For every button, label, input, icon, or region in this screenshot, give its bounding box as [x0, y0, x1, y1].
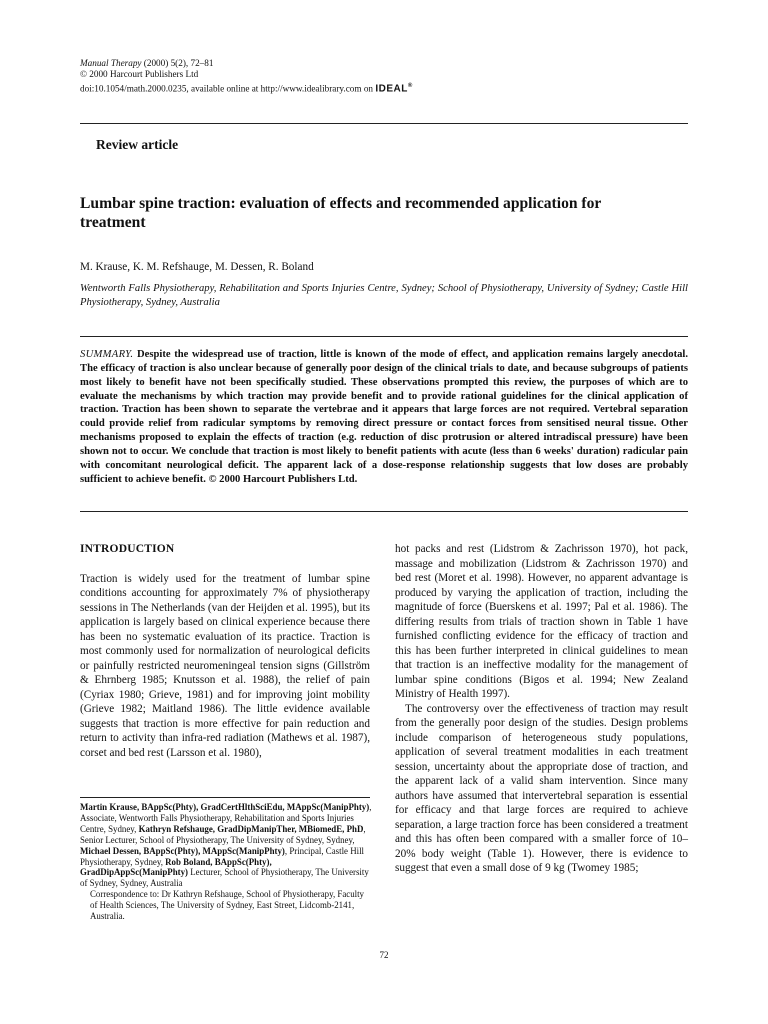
ideal-logo: IDEAL®	[375, 82, 413, 95]
abstract-copyright: © 2000 Harcourt Publishers Ltd.	[208, 473, 358, 485]
abstract-label: SUMMARY.	[80, 349, 134, 360]
correspondence: Correspondence to: Dr Kathryn Refshauge, School of Physiotherapy, Faculty of Health Sciences, The University of Sydney, East Street, Lidcomb-2141, Australia.	[90, 889, 364, 922]
journal-header	[80, 58, 690, 95]
intro-paragraph-1-continued: hot packs and rest (Lidstrom & Zachrisson 1970), hot pack, massage and mobilization (Lidstrom & Zachrisson 1970) and bed rest (Moret et al. 1998). However, no apparent advantage is produced by varying the application of traction, including the magnitude of force (Buerskens et al. 1997; Pal et al. 1986). The differing results from trials of traction shown in Table 1 have furnished conflicting evidence for the efficacy of traction and this has been further interpreted in clinical guidelines to mean that traction is an ineffective modality for the management of lumbar spine conditions (Bigos et al. 1994; New Zealand Ministry of Health 1997).	[395, 543, 688, 700]
page-number: 72	[379, 950, 389, 960]
summary-top-rule	[80, 336, 688, 337]
author-list: M. Krause, K. M. Refshauge, M. Dessen, R. Boland	[80, 261, 314, 273]
header-rule	[80, 123, 688, 124]
journal-name: Manual Therapy	[80, 58, 142, 68]
left-column	[80, 542, 370, 760]
article-title: Lumbar spine traction: evaluation of effects and recommended application for treatment	[80, 195, 602, 231]
author-4-name: Rob Boland, BAppSc(Phty), GradDipAppSc(ManipPhty)	[80, 856, 272, 878]
author-1-name: Martin Krause, BAppSc(Phty), GradCertHlthSciEdu, MAppSc(ManipPhty)	[80, 802, 370, 812]
author-footnote	[80, 802, 372, 922]
article-type: Review article	[96, 137, 179, 152]
doi-text: doi:10.1054/math.2000.0235, available online at http://www.idealibrary.com on	[80, 83, 374, 94]
author-2-name: Kathryn Refshauge, GradDipManipTher, MBiomedE, PhD	[138, 823, 364, 834]
abstract-text: Despite the widespread use of traction, little is known of the mode of effect, and application remains largely anecdotal. The efficacy of traction is also unclear because of generally poor design of the clinical trials to date, and because subgroups of patients most likely to benefit have not been specifically studied. These observations prompted this review, the purposes of which are to evaluate the mechanisms by which traction may provide benefit and to provide rational guidelines for the clinical application of traction. Traction has been shown to separate the vertebrae and it appears that large forces are not required. Vertebral separation could provide relief from radicular symptoms by removing direct pressure or contact forces from sensitised neural tissue. Other mechanisms proposed to explain the effects of traction (e.g. reduction of disc protrusion or altered intradiscal pressure) have been shown not to occur. We conclude that traction is most likely to benefit patients with acute (less than 6 weeks' duration) radicular pain with concomitant neurological deficit. The apparent lack of a dose-response relationship suggests that low doses are probably sufficient to achieve benefit.	[80, 349, 688, 485]
author-3-name: Michael Dessen, BAppSc(Phty), MAppSc(ManipPhty)	[80, 845, 285, 856]
ideal-logo-text: IDEAL	[375, 83, 408, 95]
intro-paragraph-2: The controversy over the effectiveness of traction may result from the generally poor design of the studies. Design problems include comparison of heterogeneous study populations, application of several treatment modalities in each treatment session, uncertainty about the appropriate dose of traction, and the apparent lack of a valid sham intervention. Since many authors have assumed that intervertebral separation is essential for efficacy and that large forces are required to achieve separation, a large traction force has been considered a treatment and this has often been compared with a smaller force of 10–20% body weight (Table 1). However, there is evidence to suggest that even a small dose of 9 kg (Twomey 1985;	[395, 702, 688, 874]
affiliations: Wentworth Falls Physiotherapy, Rehabilitation and Sports Injuries Centre, Sydney; School of Physiotherapy, University of Sydney; Castle Hill Physiotherapy, Sydney, Australia	[80, 283, 688, 308]
copyright-line: © 2000 Harcourt Publishers Ltd	[80, 69, 199, 80]
author-2-role: , Senior Lecturer, School of Physiotherapy, The University of Sydney, Sydney,	[80, 823, 366, 845]
author-4-role: Lecturer, School of Physiotherapy, The University of Sydney, Sydney, Australia	[80, 867, 369, 889]
right-column	[395, 542, 688, 876]
summary-bottom-rule	[80, 511, 688, 512]
footnote-rule	[80, 797, 370, 798]
doi-line	[80, 81, 690, 95]
citation-line	[80, 58, 690, 69]
author-credentials	[80, 802, 372, 889]
section-heading-introduction: INTRODUCTION	[80, 543, 175, 555]
author-3-role: , Principal, Castle Hill Physiotherapy, Sydney,	[80, 845, 365, 867]
citation-details: (2000) 5(2), 72–81	[141, 58, 214, 68]
abstract	[80, 348, 688, 486]
author-1-role: , Associate, Wentworth Falls Physiotherapy, Rehabilitation and Sports Injuries Centre, Sydney,	[80, 802, 372, 834]
intro-paragraph-1: Traction is widely used for the treatment of lumbar spine conditions accounting for approximately 7% of physiotherapy sessions in The Netherlands (van der Heijden et al. 1995), but its application is largely based on clinical experience because there has been no systematic evaluation of its practice. Traction is most commonly used for normalization of neurological deficits or painfully restricted neuromeningeal tension signs (Gillström & Ehrnberg 1985; Knutsson et al. 1988), the relief of pain (Cyriax 1980; Grieve, 1981) and for improving joint mobility (Grieve 1982; Maitland 1986). The little evidence available suggests that traction is more effective for pain reduction and return to activity than infra-red radiation (Mathews et al. 1987), corset and bed rest (Larsson et al. 1980),	[80, 572, 370, 759]
